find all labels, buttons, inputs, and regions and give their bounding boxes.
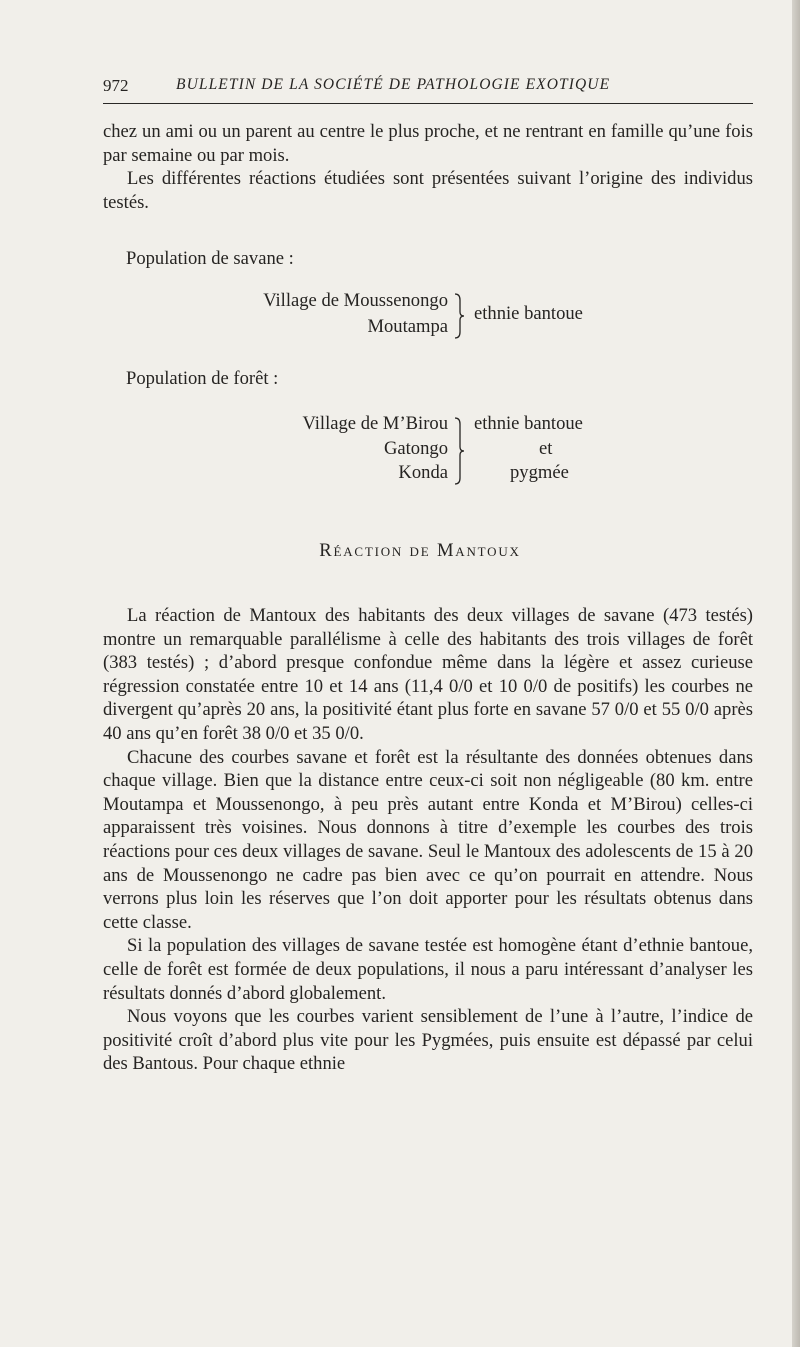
paragraph-4: Nous voyons que les courbes varient sensiblement de l’une à l’autre, l’indice de positivité croît d’abord plus vite pour les Pygmées, puis ensuite est dépassé par celui des Bantous. Pour chaque ethnie bbox=[103, 1006, 753, 1075]
foret-ethnie-1: ethnie bantoue bbox=[474, 413, 583, 434]
page-edge-shadow bbox=[792, 0, 800, 1347]
page-number: 972 bbox=[103, 76, 129, 95]
savane-ethnie: ethnie bantoue bbox=[474, 303, 583, 324]
foret-ethnie-2: et bbox=[539, 438, 553, 459]
intro-paragraph-2: Les différentes réactions étudiées sont présentées suivant l’origine des individus testés. bbox=[103, 168, 753, 213]
running-title: BULLETIN DE LA SOCIÉTÉ DE PATHOLOGIE EXOTIQUE bbox=[176, 76, 611, 93]
foret-label: Population de forêt : bbox=[126, 368, 279, 389]
running-header bbox=[103, 76, 753, 100]
intro-paragraph-1: chez un ami ou un parent au centre le plus proche, et ne rentrant en famille qu’une fois par semaine ou par mois. bbox=[103, 121, 753, 166]
header-rule bbox=[103, 103, 753, 104]
foret-brace bbox=[452, 416, 466, 486]
savane-brace bbox=[452, 292, 466, 340]
foret-ethnie-3: pygmée bbox=[510, 462, 569, 483]
section-title: Réaction de Mantoux bbox=[319, 540, 521, 561]
foret-village-2: Gatongo bbox=[383, 438, 448, 459]
foret-village-3: Konda bbox=[398, 462, 448, 483]
savane-label: Population de savane : bbox=[126, 248, 294, 269]
foret-village-1: Village de M’Birou bbox=[302, 413, 448, 434]
intro-text bbox=[103, 120, 753, 214]
savane-village-2: Moutampa bbox=[367, 316, 448, 337]
paragraph-2: Chacune des courbes savane et forêt est la résultante des données obtenues dans chaque village. Bien que la distance entre ceux-ci soit non négligeable (80 km. entre Moutampa et Moussenongo, à peu près autant entre Konda et M’Birou) celles-ci apparaissent très voisines. Nous donnons à titre d’exemple les courbes des trois réactions pour ces deux villages de savane. Seul le Mantoux des adolescents de 15 à 20 ans de Moussenongo ne cadre pas bien avec ce qu’on pourrait en attendre. Nous verrons plus loin les réserves que l’on doit apporter pour les résultats obtenus dans cette classe. bbox=[103, 746, 753, 933]
savane-village-1: Village de Moussenongo bbox=[263, 290, 448, 311]
paragraph-3: Si la population des villages de savane testée est homogène étant d’ethnie bantoue, celle de forêt est formée de deux populations, il nous a paru intéressant d’analyser les résultats donnés d’abord globalement. bbox=[103, 935, 753, 1004]
paragraph-1: La réaction de Mantoux des habitants des deux villages de savane (473 testés) montre un remarquable parallélisme à celle des habitants des trois villages de forêt (383 testés) ; d’abord presque confondue même dans la légère et assez curieuse régression constatée entre 10 et 14 ans (11,4 0/0 et 10 0/0 de positifs) les courbes ne divergent qu’après 20 ans, la positivité étant plus forte en savane 57 0/0 et 55 0/0 après 40 ans qu’en forêt 38 0/0 et 35 0/0. bbox=[103, 605, 753, 744]
main-text bbox=[103, 604, 753, 1076]
